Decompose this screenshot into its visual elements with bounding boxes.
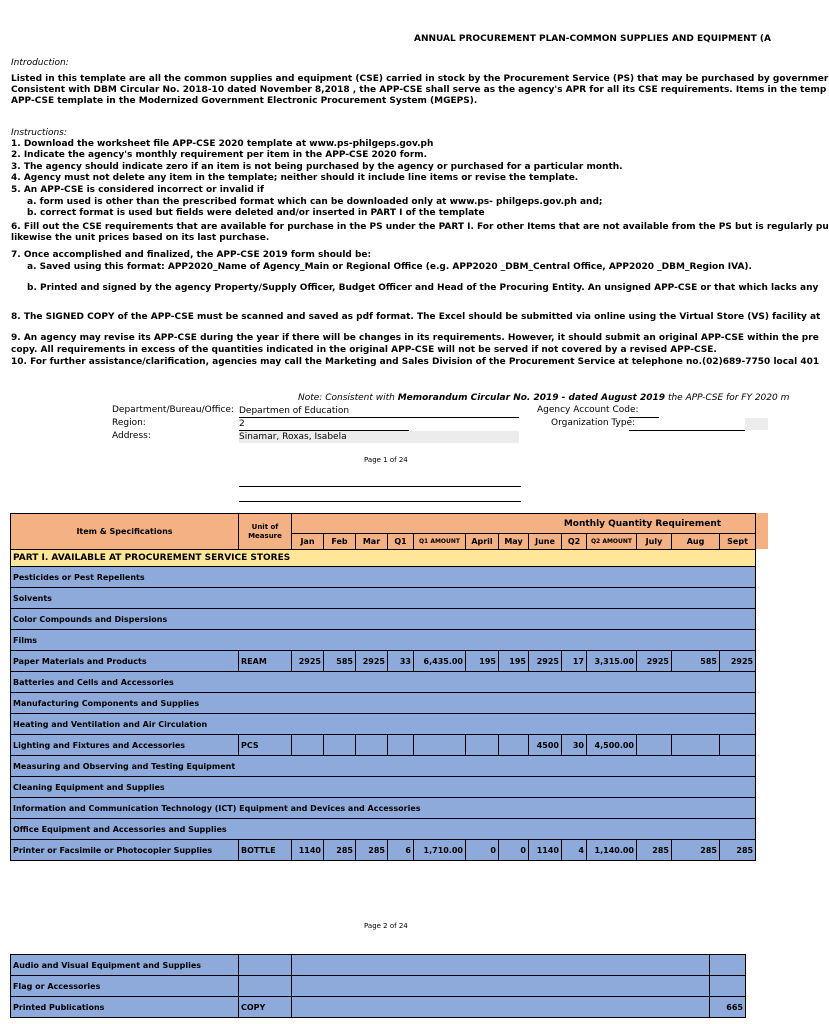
page-number: Page 2 of 24 [364, 922, 408, 930]
unit-cell[interactable]: COPY [239, 997, 292, 1018]
signature-line [239, 486, 521, 502]
month-header: Feb [324, 534, 356, 550]
quantity-span-cell[interactable] [292, 997, 710, 1018]
quantity-cell[interactable]: 195 [466, 651, 499, 672]
quantity-cell[interactable]: 285 [356, 840, 388, 861]
instruction-item: 8. The SIGNED COPY of the APP-CSE must be scanned and saved as pdf format. The Excel should be submitted via online using the Virtual Store (VS) facility at [11, 312, 821, 322]
quantity-cell[interactable]: 4 [562, 840, 587, 861]
month-header: May [499, 534, 529, 550]
instruction-item: likewise the unit prices based on its last purchase. [11, 233, 270, 243]
month-header: Q2 AMOUNT [587, 534, 637, 550]
table-row [11, 609, 756, 630]
unit-cell[interactable] [239, 955, 292, 976]
table-row [11, 955, 746, 976]
month-header: Aug [672, 534, 720, 550]
item-name-cell: Pesticides or Pest Repellents [11, 567, 756, 588]
instruction-item: 7. Once accomplished and finalized, the APP-CSE 2019 form should be: [11, 250, 372, 260]
instruction-item: 3. The agency should indicate zero if an item is not being purchased by the agency or purchased for a particular month. [11, 162, 623, 172]
quantity-cell[interactable]: 285 [324, 840, 356, 861]
item-name-cell: Cleaning Equipment and Supplies [11, 777, 756, 798]
region-field[interactable]: 2 [239, 418, 409, 431]
quantity-cell[interactable] [466, 735, 499, 756]
note [298, 393, 789, 403]
quantity-cell[interactable]: 585 [672, 651, 720, 672]
intro-line: Listed in this template are all the common supplies and equipment (CSE) carried in stock by the Procurement Service (PS) that may be purchased by governmer [11, 74, 829, 84]
item-name-cell: Lighting and Fixtures and Accessories [11, 735, 239, 756]
procurement-table [10, 513, 756, 861]
page-number: Page 1 of 24 [364, 456, 408, 464]
quantity-cell[interactable] [710, 976, 746, 997]
instruction-subitem: a. Saved using this format: APP2020_Name of Agency_Main or Regional Office (e.g. APP2020 _DBM_Central Office, APP2020 _DBM_Region IVA). [27, 262, 752, 272]
instruction-subitem: b. correct format is used but fields were deleted and/or inserted in PART I of the template [27, 208, 485, 218]
unit-cell[interactable]: BOTTLE [239, 840, 292, 861]
item-name-cell: Films [11, 630, 756, 651]
item-name-cell: Office Equipment and Accessories and Supplies [11, 819, 756, 840]
item-name-cell: Information and Communication Technology (ICT) Equipment and Devices and Accessories [11, 798, 756, 819]
month-header: Q1 [388, 534, 414, 550]
org-type-label: Organization Type: [551, 418, 636, 428]
quantity-span-cell[interactable] [292, 955, 710, 976]
month-header: Q2 [562, 534, 587, 550]
quantity-cell[interactable]: 665 [710, 997, 746, 1018]
table-row [11, 567, 756, 588]
instruction-item: copy. All requirements in excess of the quantities indicated in the original APP-CSE will not be served if not covered by a revised APP-CSE. [11, 345, 717, 355]
org-type-field[interactable] [629, 418, 745, 431]
quantity-cell[interactable] [388, 735, 414, 756]
quantity-cell[interactable]: 17 [562, 651, 587, 672]
month-header: Jan [292, 534, 324, 550]
item-name-cell: Batteries and Cells and Accessories [11, 672, 756, 693]
intro-line: APP-CSE template in the Modernized Government Electronic Procurement System (MGEPS). [11, 96, 478, 106]
table-row [11, 672, 756, 693]
account-code-field[interactable] [629, 405, 659, 418]
quantity-cell[interactable]: 1140 [529, 840, 562, 861]
item-name-cell: Solvents [11, 588, 756, 609]
department-field[interactable]: Departmen of Education [239, 405, 519, 418]
introduction-heading: Introduction: [11, 58, 69, 68]
document-title: ANNUAL PROCUREMENT PLAN-COMMON SUPPLIES AND EQUIPMENT (A [414, 34, 771, 44]
quantity-cell[interactable]: 285 [720, 840, 756, 861]
unit-cell[interactable]: REAM [239, 651, 292, 672]
month-header: June [529, 534, 562, 550]
quantity-cell[interactable] [499, 735, 529, 756]
table-row [11, 976, 746, 997]
month-header: July [637, 534, 672, 550]
quantity-cell[interactable] [356, 735, 388, 756]
quantity-cell[interactable]: 1140 [292, 840, 324, 861]
quantity-cell[interactable]: 1,140.00 [587, 840, 637, 861]
table-row [11, 798, 756, 819]
quantity-cell[interactable]: 4,500.00 [587, 735, 637, 756]
quantity-cell[interactable]: 2925 [356, 651, 388, 672]
quantity-cell[interactable] [292, 735, 324, 756]
region-label: Region: [112, 418, 146, 428]
table-row [11, 735, 756, 756]
instruction-item: 6. Fill out the CSE requirements that are available for purchase in the PS under the PART I. For other Items that are not available from the PS but is regularly pu [11, 222, 829, 232]
org-type-dropdown[interactable] [745, 418, 768, 430]
quantity-cell[interactable]: 2925 [720, 651, 756, 672]
quantity-cell[interactable]: 2925 [292, 651, 324, 672]
monthly-requirement-header: Monthly Quantity Requirement [292, 514, 756, 534]
quantity-cell[interactable] [637, 735, 672, 756]
quantity-cell[interactable]: 2925 [529, 651, 562, 672]
address-field[interactable]: Sinamar, Roxas, Isabela [239, 431, 519, 443]
quantity-cell[interactable]: 6 [388, 840, 414, 861]
quantity-cell[interactable]: 585 [324, 651, 356, 672]
table-row [11, 651, 756, 672]
table-row [11, 777, 756, 798]
month-header: Q1 AMOUNT [414, 534, 466, 550]
note-emphasis: Memorandum Circular No. 2019 - dated August 2019 [397, 393, 666, 403]
quantity-cell[interactable]: 30 [562, 735, 587, 756]
table-row [11, 756, 756, 777]
month-header: Mar [356, 534, 388, 550]
quantity-cell[interactable]: 6,435.00 [414, 651, 466, 672]
instruction-item: 9. An agency may revise its APP-CSE during the year if there will be changes in its requirements. However, it should submit an original APP-CSE within the pre [11, 333, 819, 343]
instruction-subitem: b. Printed and signed by the agency Property/Supply Officer, Budget Officer and Head of the Procuring Entity. An unsigned APP-CSE or that which lacks any [27, 283, 819, 293]
note-prefix: Note: Consistent with [298, 393, 398, 403]
instructions-heading: Instructions: [11, 128, 67, 138]
note-suffix: the APP-CSE for FY 2020 m [665, 393, 790, 403]
department-label: Department/Bureau/Office: [112, 405, 234, 415]
instruction-item: 1. Download the worksheet file APP-CSE 2020 template at www.ps-philgeps.gov.ph [11, 139, 434, 149]
item-spec-header: Item & Specifications [11, 514, 239, 550]
quantity-cell[interactable]: 285 [672, 840, 720, 861]
instruction-item: 5. An APP-CSE is considered incorrect or invalid if [11, 185, 264, 195]
quantity-cell[interactable] [414, 735, 466, 756]
quantity-cell[interactable]: 195 [499, 651, 529, 672]
quantity-cell[interactable]: 4500 [529, 735, 562, 756]
item-name-cell: Audio and Visual Equipment and Supplies [11, 955, 239, 976]
quantity-cell[interactable]: 3,315.00 [587, 651, 637, 672]
quantity-cell[interactable]: 0 [499, 840, 529, 861]
item-name-cell: Color Compounds and Dispersions [11, 609, 756, 630]
table-row [11, 840, 756, 861]
item-name-cell: Paper Materials and Products [11, 651, 239, 672]
part-one-header: PART I. AVAILABLE AT PROCUREMENT SERVICE STORES [11, 550, 756, 567]
quantity-cell[interactable] [720, 735, 756, 756]
quantity-cell[interactable]: 0 [466, 840, 499, 861]
address-label: Address: [112, 431, 151, 441]
account-code-label: Agency Account Code: [537, 405, 639, 415]
unit-cell[interactable]: PCS [239, 735, 292, 756]
item-name-cell: Flag or Accessories [11, 976, 239, 997]
instruction-item: 10. For further assistance/clarification, agencies may call the Marketing and Sales Division of the Procurement Service at telephone no.(02)689-7750 local 401 [11, 357, 820, 367]
month-header: Sept [720, 534, 756, 550]
item-name-cell: Printed Publications [11, 997, 239, 1018]
intro-line: Consistent with DBM Circular No. 2018-10 dated November 8,2018 , the APP-CSE shall serve as the agency's APR for all its CSE requirements. Items in the temp [11, 85, 827, 95]
item-name-cell: Heating and Ventilation and Air Circulation [11, 714, 756, 735]
quantity-cell[interactable] [672, 735, 720, 756]
quantity-cell[interactable]: 33 [388, 651, 414, 672]
quantity-cell[interactable]: 285 [637, 840, 672, 861]
quantity-cell[interactable] [324, 735, 356, 756]
table-row [11, 997, 746, 1018]
quantity-span-cell[interactable] [292, 976, 710, 997]
quantity-cell[interactable] [710, 955, 746, 976]
introduction-text [11, 74, 828, 107]
procurement-table-page2 [10, 954, 746, 1018]
item-name-cell: Measuring and Observing and Testing Equipment [11, 756, 756, 777]
instruction-subitem: a. form used is other than the prescribed format which can be downloaded only at www.ps- philgeps.gov.ph and; [27, 197, 603, 207]
item-name-cell: Manufacturing Components and Supplies [11, 693, 756, 714]
quantity-cell[interactable]: 2925 [637, 651, 672, 672]
table-row [11, 588, 756, 609]
month-header: April [466, 534, 499, 550]
quantity-cell[interactable]: 1,710.00 [414, 840, 466, 861]
unit-header: Unit of Measure [239, 514, 292, 550]
table-row [11, 819, 756, 840]
instruction-item: 2. Indicate the agency's monthly requirement per item in the APP-CSE 2020 form. [11, 150, 428, 160]
table-row [11, 714, 756, 735]
item-name-cell: Printer or Facsimile or Photocopier Supplies [11, 840, 239, 861]
table-row [11, 693, 756, 714]
unit-cell[interactable] [239, 976, 292, 997]
table-row [11, 630, 756, 651]
instruction-item: 4. Agency must not delete any item in the template; neither should it include line items or revise the template. [11, 173, 579, 183]
